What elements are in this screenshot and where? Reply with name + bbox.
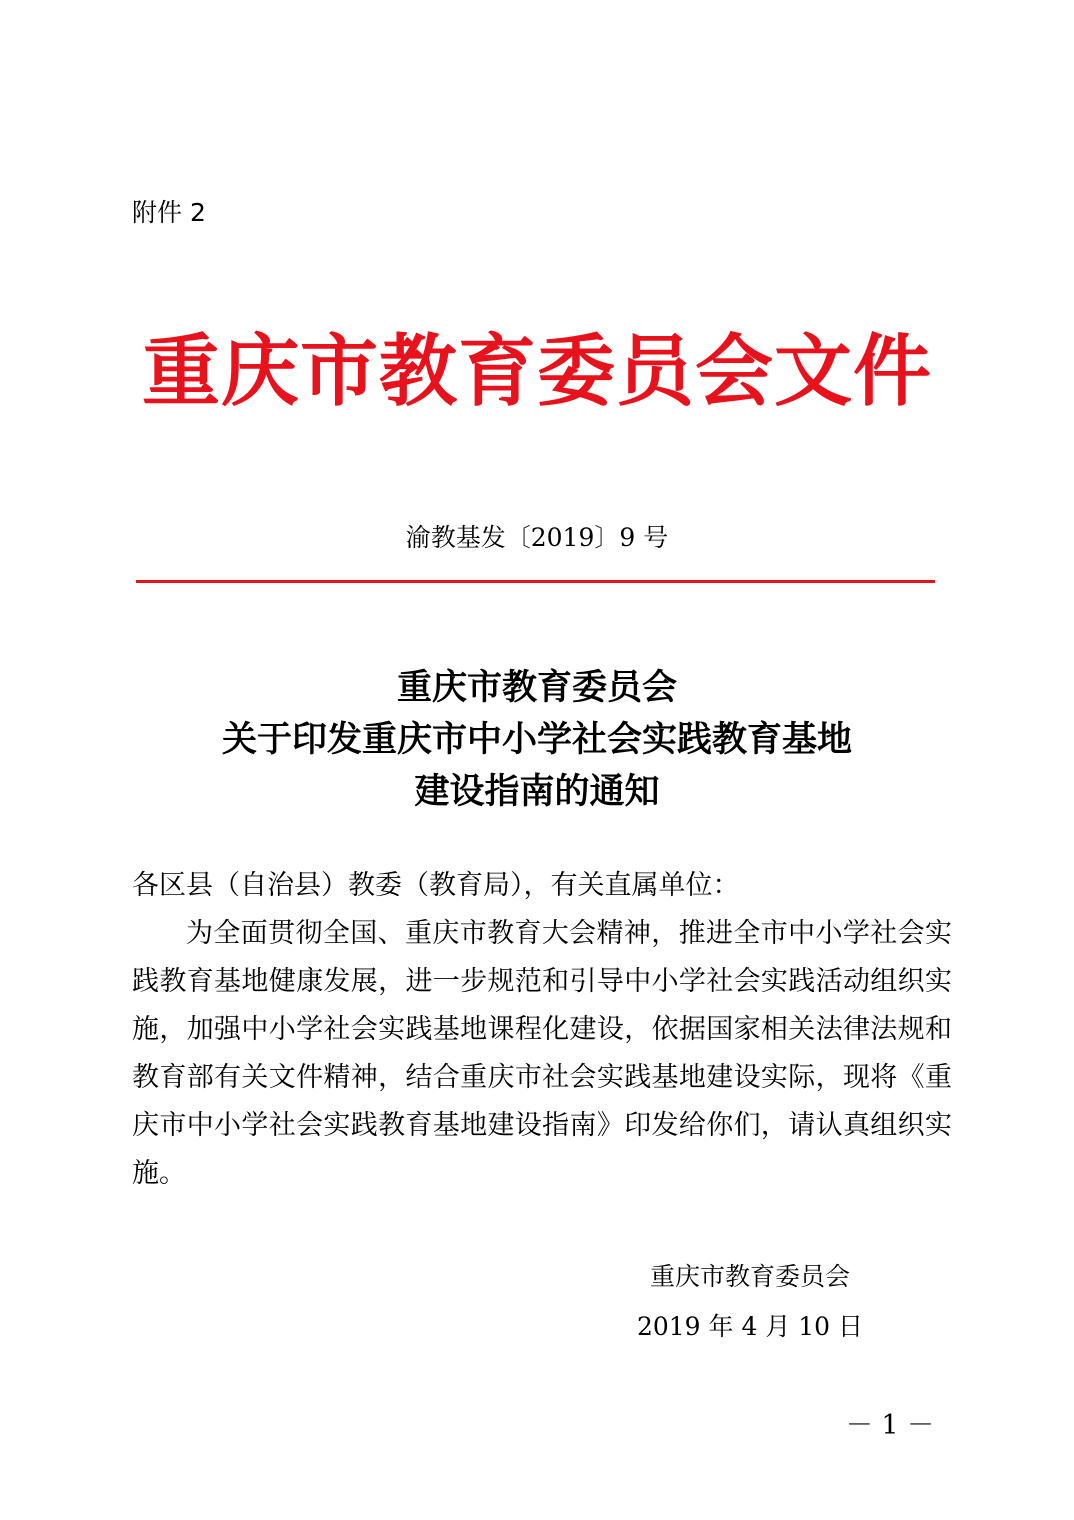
body-paragraph: 为全面贯彻全国、重庆市教育大会精神，推进全市中小学社会实践教育基地健康发展，进一步规范和引导中小学社会实践活动组织实施，加强中小学社会实践基地课程化建设，依据国家相关法律法规和教育部有关文件精神，结合重庆市社会实践基地建设实际，现将《重庆市中小学社会实践教育基地建设指南》印发给你们，请认真组织实施。 bbox=[132, 918, 952, 1189]
notice-body bbox=[132, 862, 952, 1198]
document-header-title: 重庆市教育委员会文件 bbox=[141, 327, 932, 417]
attachment-label: 附件 2 bbox=[132, 198, 206, 227]
red-divider-line bbox=[136, 580, 935, 583]
document-number: 渝教基发〔2019〕9 号 bbox=[405, 523, 669, 552]
notice-title bbox=[0, 662, 1074, 818]
notice-title-line-3: 建设指南的通知 bbox=[414, 771, 660, 812]
notice-title-line-1: 重庆市教育委员会 bbox=[396, 667, 677, 708]
salutation: 各区县（自治县）教委（教育局），有关直属单位： bbox=[132, 870, 740, 901]
signature-organization: 重庆市教育委员会 bbox=[649, 1262, 850, 1291]
page-number: － 1 － bbox=[845, 1410, 935, 1441]
signature-block bbox=[620, 1252, 880, 1352]
notice-title-line-2: 关于印发重庆市中小学社会实践教育基地 bbox=[221, 719, 852, 760]
signature-date: 2019 年 4 月 10 日 bbox=[636, 1312, 864, 1341]
